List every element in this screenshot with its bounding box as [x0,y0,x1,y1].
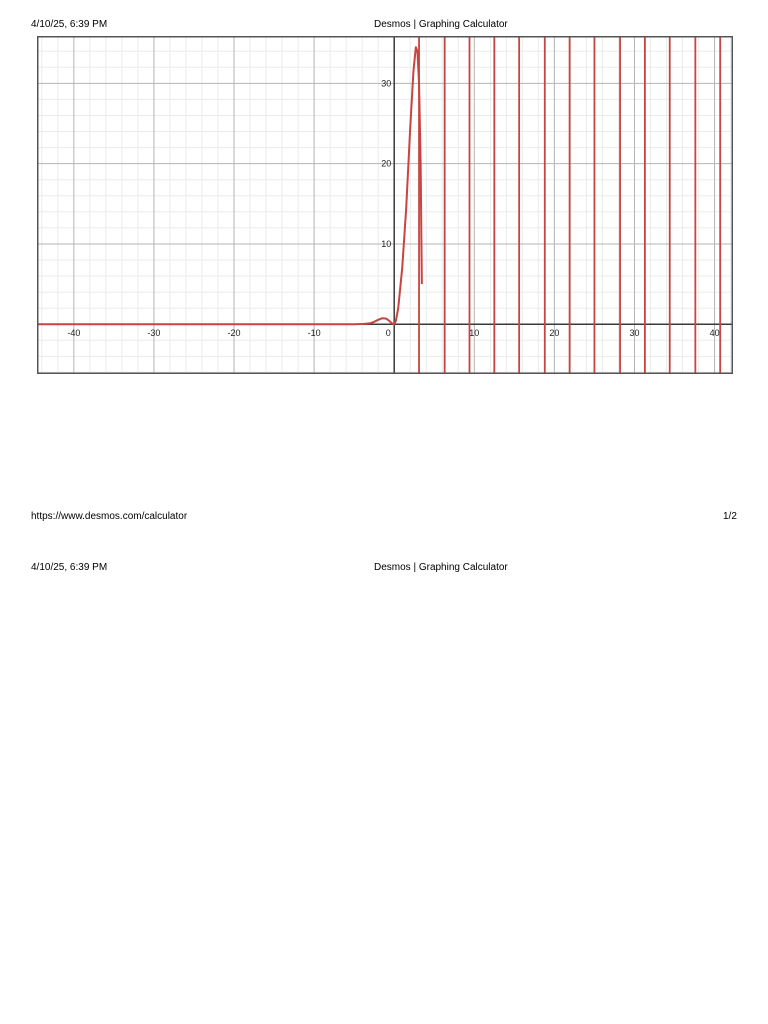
x-tick-label: -30 [147,328,161,339]
y-tick-labels [381,78,391,249]
print-header-datetime: 4/10/25, 6:39 PM [31,19,108,30]
print-header-title-page2: Desmos | Graphing Calculator [374,562,508,573]
graph-paper[interactable] [37,36,733,374]
x-tick-label: 10 [469,328,480,339]
x-tick-label: 40 [709,328,720,339]
print-footer-url[interactable]: https://www.desmos.com/calculator [31,511,188,522]
x-tick-label: 30 [629,328,640,339]
print-header-datetime-page2: 4/10/25, 6:39 PM [31,562,108,573]
graph-svg[interactable] [37,36,733,374]
x-tick-label: -10 [307,328,321,339]
y-tick-label: 10 [381,238,392,249]
curve-group [37,47,422,324]
print-header-title: Desmos | Graphing Calculator [374,19,508,30]
y-tick-label: 30 [381,78,392,89]
x-tick-label: -20 [227,328,241,339]
vertical-red-lines [419,36,720,374]
y-tick-label: 20 [381,158,392,169]
x-tick-label: 0 [385,328,391,339]
x-tick-label: -40 [67,328,81,339]
x-tick-label: 20 [549,328,560,339]
print-footer-page-number: 1/2 [723,511,737,522]
x-tick-labels [67,328,719,338]
function-curve [37,47,422,324]
